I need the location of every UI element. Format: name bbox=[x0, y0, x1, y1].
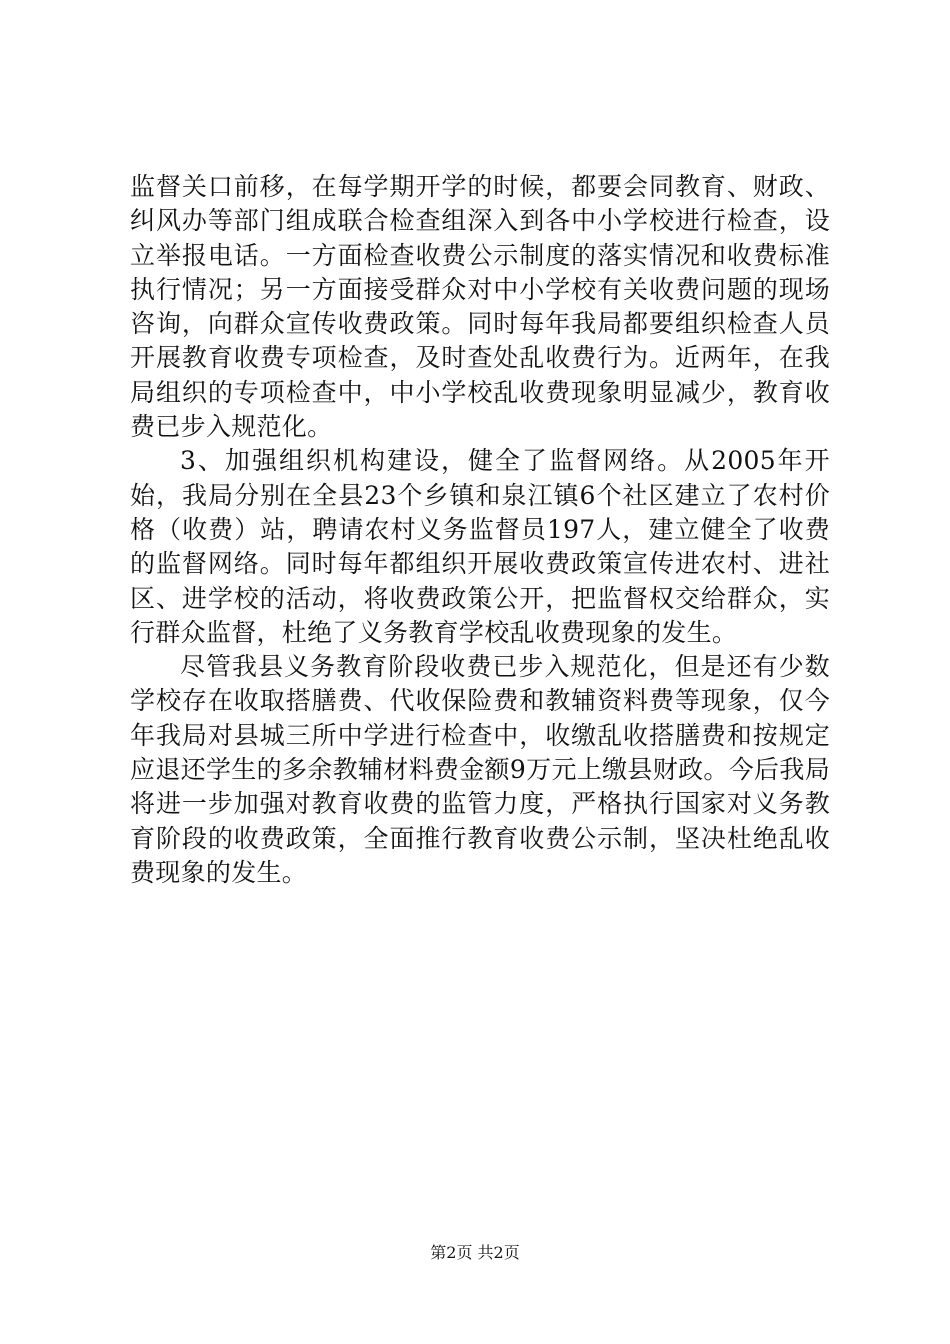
page-footer bbox=[0, 1243, 950, 1263]
page-number-label: 第2页 共2页 bbox=[430, 1243, 520, 1262]
paragraph-2: 3、加强组织机构建设，健全了监督网络。从2005年开始，我局分别在全县23个乡镇和泉江镇6个社区建立了农村价格（收费）站，聘请农村义务监督员197人，建立健全了收费的监督网络。同时每年都组织开展收费政策宣传进农村、进社区、进学校的活动，将收费政策公开，把监督权交给群众，实行群众监督，杜绝了义务教育学校乱收费现象的发生。 bbox=[130, 446, 830, 647]
paragraph-1: 监督关口前移，在每学期开学的时候，都要会同教育、财政、纠风办等部门组成联合检查组深入到各中小学校进行检查，设立举报电话。一方面检查收费公示制度的落实情况和收费标准执行情况；另一方面接受群众对中小学校有关收费问题的现场咨询，向群众宣传收费政策。同时每年我局都要组织检查人员开展教育收费专项检查，及时查处乱收费行为。近两年，在我局组织的专项检查中，中小学校乱收费现象明显减少，教育收费已步入规范化。 bbox=[130, 172, 830, 442]
document-body bbox=[130, 170, 830, 890]
paragraph-3: 尽管我县义务教育阶段收费已步入规范化，但是还有少数学校存在收取搭膳费、代收保险费和教辅资料费等现象，仅今年我局对县城三所中学进行检查中，收缴乱收搭膳费和按规定应退还学生的多余教辅材料费金额9万元上缴县财政。今后我局将进一步加强对教育收费的监管力度，严格执行国家对义务教育阶段的收费政策，全面推行教育收费公示制，坚决杜绝乱收费现象的发生。 bbox=[130, 652, 830, 887]
